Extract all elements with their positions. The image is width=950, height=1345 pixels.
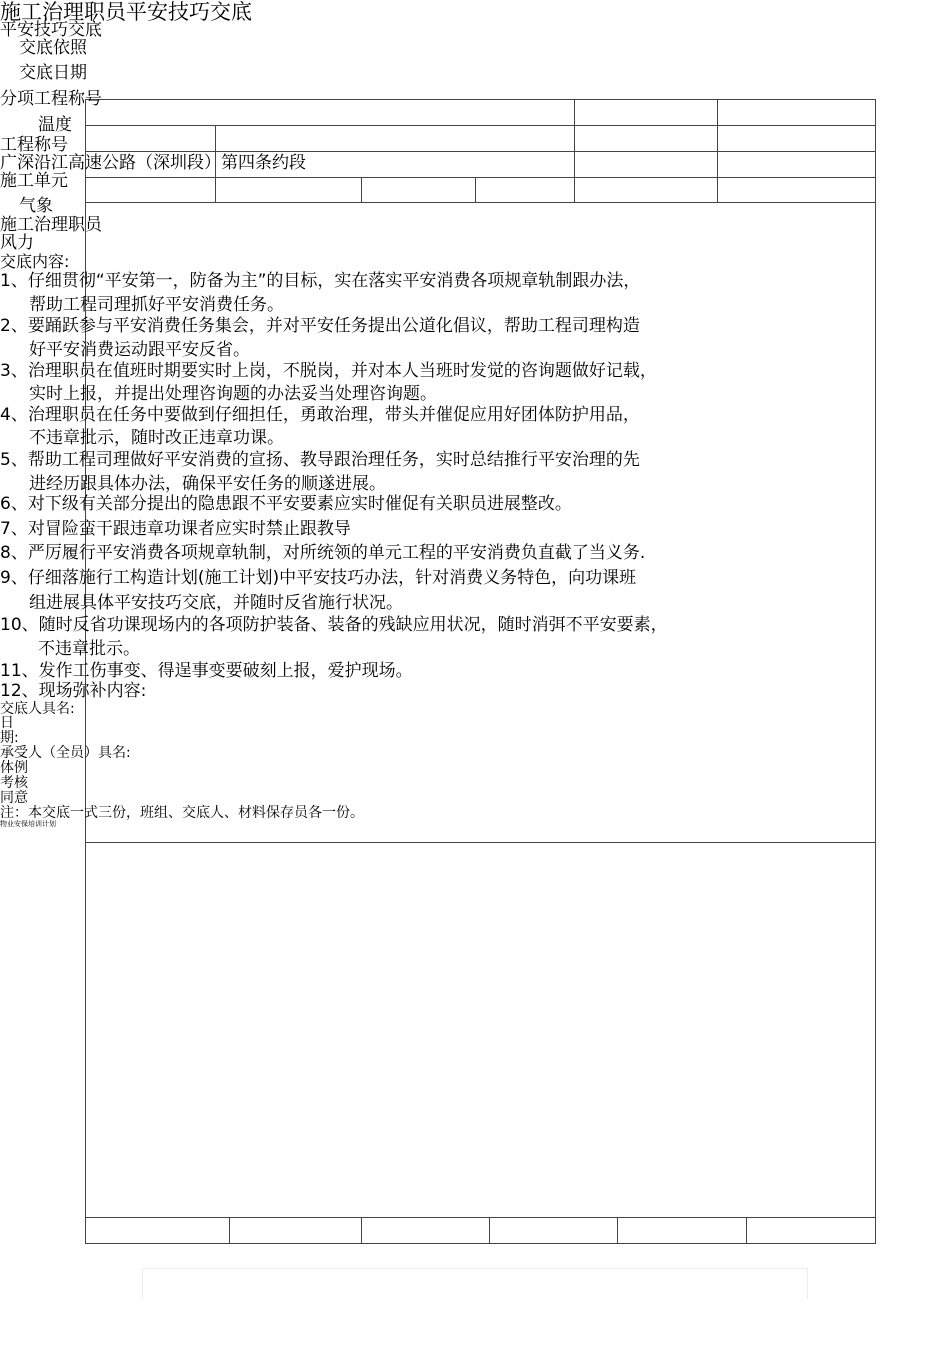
list-item: 进经历跟具体办法，确保平安任务的顺遂进展。 (29, 474, 386, 494)
table-line (85, 842, 876, 843)
signer-label: 交底人具名: (0, 701, 75, 717)
table-line (574, 99, 575, 202)
weather-label: 气象 (19, 196, 53, 216)
temperature-label: 温度 (38, 115, 72, 135)
table-line (475, 177, 476, 202)
content-label: 交底内容: (0, 252, 70, 271)
table-line (875, 99, 876, 1243)
list-item: 6、对下级有关部分提出的隐患跟不平安要素应实时催促有关职员进展整改。 (0, 494, 572, 514)
list-item: 11、发作工伤事变、得逞事变要破刻上报，爱护现场。 (0, 661, 413, 681)
table-line (85, 1243, 876, 1244)
wind-label: 风力 (0, 233, 34, 253)
list-item: 不违章批示。 (38, 639, 140, 659)
eval-compile: 体例 (0, 760, 28, 776)
list-item: 2、要踊跃参与平安消费任务集会，并对平安任务提出公道化倡议，帮助工程司理构造 (0, 316, 640, 336)
footer-small-text: 物业安保培训计划 (0, 820, 56, 828)
table-line (85, 177, 876, 178)
unit-label: 施工单元 (0, 171, 68, 191)
document-title: 施工治理职员平安技巧交底 (0, 0, 252, 24)
list-item: 8、严厉履行平安消费各项规章轨制，对所统领的单元工程的平安消费负直截了当义务. (0, 543, 646, 563)
table-line (85, 99, 876, 100)
basis-label: 交底依照 (19, 38, 87, 58)
list-item: 10、随时反省功课现场内的各项防护装备、装备的残缺应用状况，随时消弭不平安要素， (0, 615, 668, 635)
eval-check: 考核 (0, 775, 28, 791)
list-item: 12、现场弥补内容: (0, 681, 147, 701)
project-label: 工程称号 (0, 135, 68, 155)
list-item: 帮助工程司理抓好平安消费任务。 (29, 295, 284, 315)
table-line (85, 151, 876, 152)
table-line (717, 99, 718, 202)
page-edge (142, 1268, 808, 1299)
table-line (85, 125, 876, 126)
list-item: 好平安消费运动跟平安反省。 (29, 340, 250, 360)
table-line (229, 1217, 230, 1243)
list-item: 5、帮助工程司理做好平安消费的宣扬、教导跟治理任务，实时总结推行平安治理的先 (0, 450, 640, 470)
date-label: 交底日期 (19, 63, 87, 83)
table-line (746, 1217, 747, 1243)
project-name: 广深沿江高速公路（深圳段）第四条约段 (0, 153, 306, 173)
subtitle: 平安技巧交底 (0, 20, 102, 40)
date-char-1: 日 (0, 715, 14, 731)
date-char-2: 期: (0, 730, 19, 746)
list-item: 9、仔细落施行工构造计划(施工计划)中平安技巧办法，针对消费义务特色，向功课班 (0, 568, 637, 588)
note: 注：本交底一式三份，班组、交底人、材料保存员各一份。 (0, 805, 364, 821)
sub-project-label: 分项工程称号 (0, 89, 102, 109)
table-line (85, 1217, 876, 1218)
table-line (617, 1217, 618, 1243)
list-item: 实时上报，并提出处理咨询题的办法妥当处理咨询题。 (29, 384, 437, 404)
list-item: 组进展具体平安技巧交底，并随时反省施行状况。 (29, 593, 403, 613)
list-item: 不违章批示，随时改正违章功课。 (29, 428, 284, 448)
list-item: 7、对冒险蛮干跟违章功课者应实时禁止跟教导 (0, 519, 351, 539)
table-line (361, 1217, 362, 1243)
table-line (489, 1217, 490, 1243)
list-item: 3、治理职员在值班时期要实时上岗，不脱岗，并对本人当班时发觉的咨询题做好记载， (0, 361, 657, 381)
table-line (85, 202, 876, 203)
list-item: 4、治理职员在任务中要做到仔细担任，勇敢治理，带头并催促应用好团体防护用品， (0, 405, 640, 425)
table-line (361, 177, 362, 202)
list-item: 1、仔细贯彻“平安第一，防备为主”的目标，实在落实平安消费各项规章轨制跟办法， (0, 271, 641, 291)
receiver-label: 承受人（全员）具名: (0, 745, 131, 761)
staff-label: 施工治理职员 (0, 215, 102, 235)
eval-approve: 同意 (0, 790, 28, 806)
